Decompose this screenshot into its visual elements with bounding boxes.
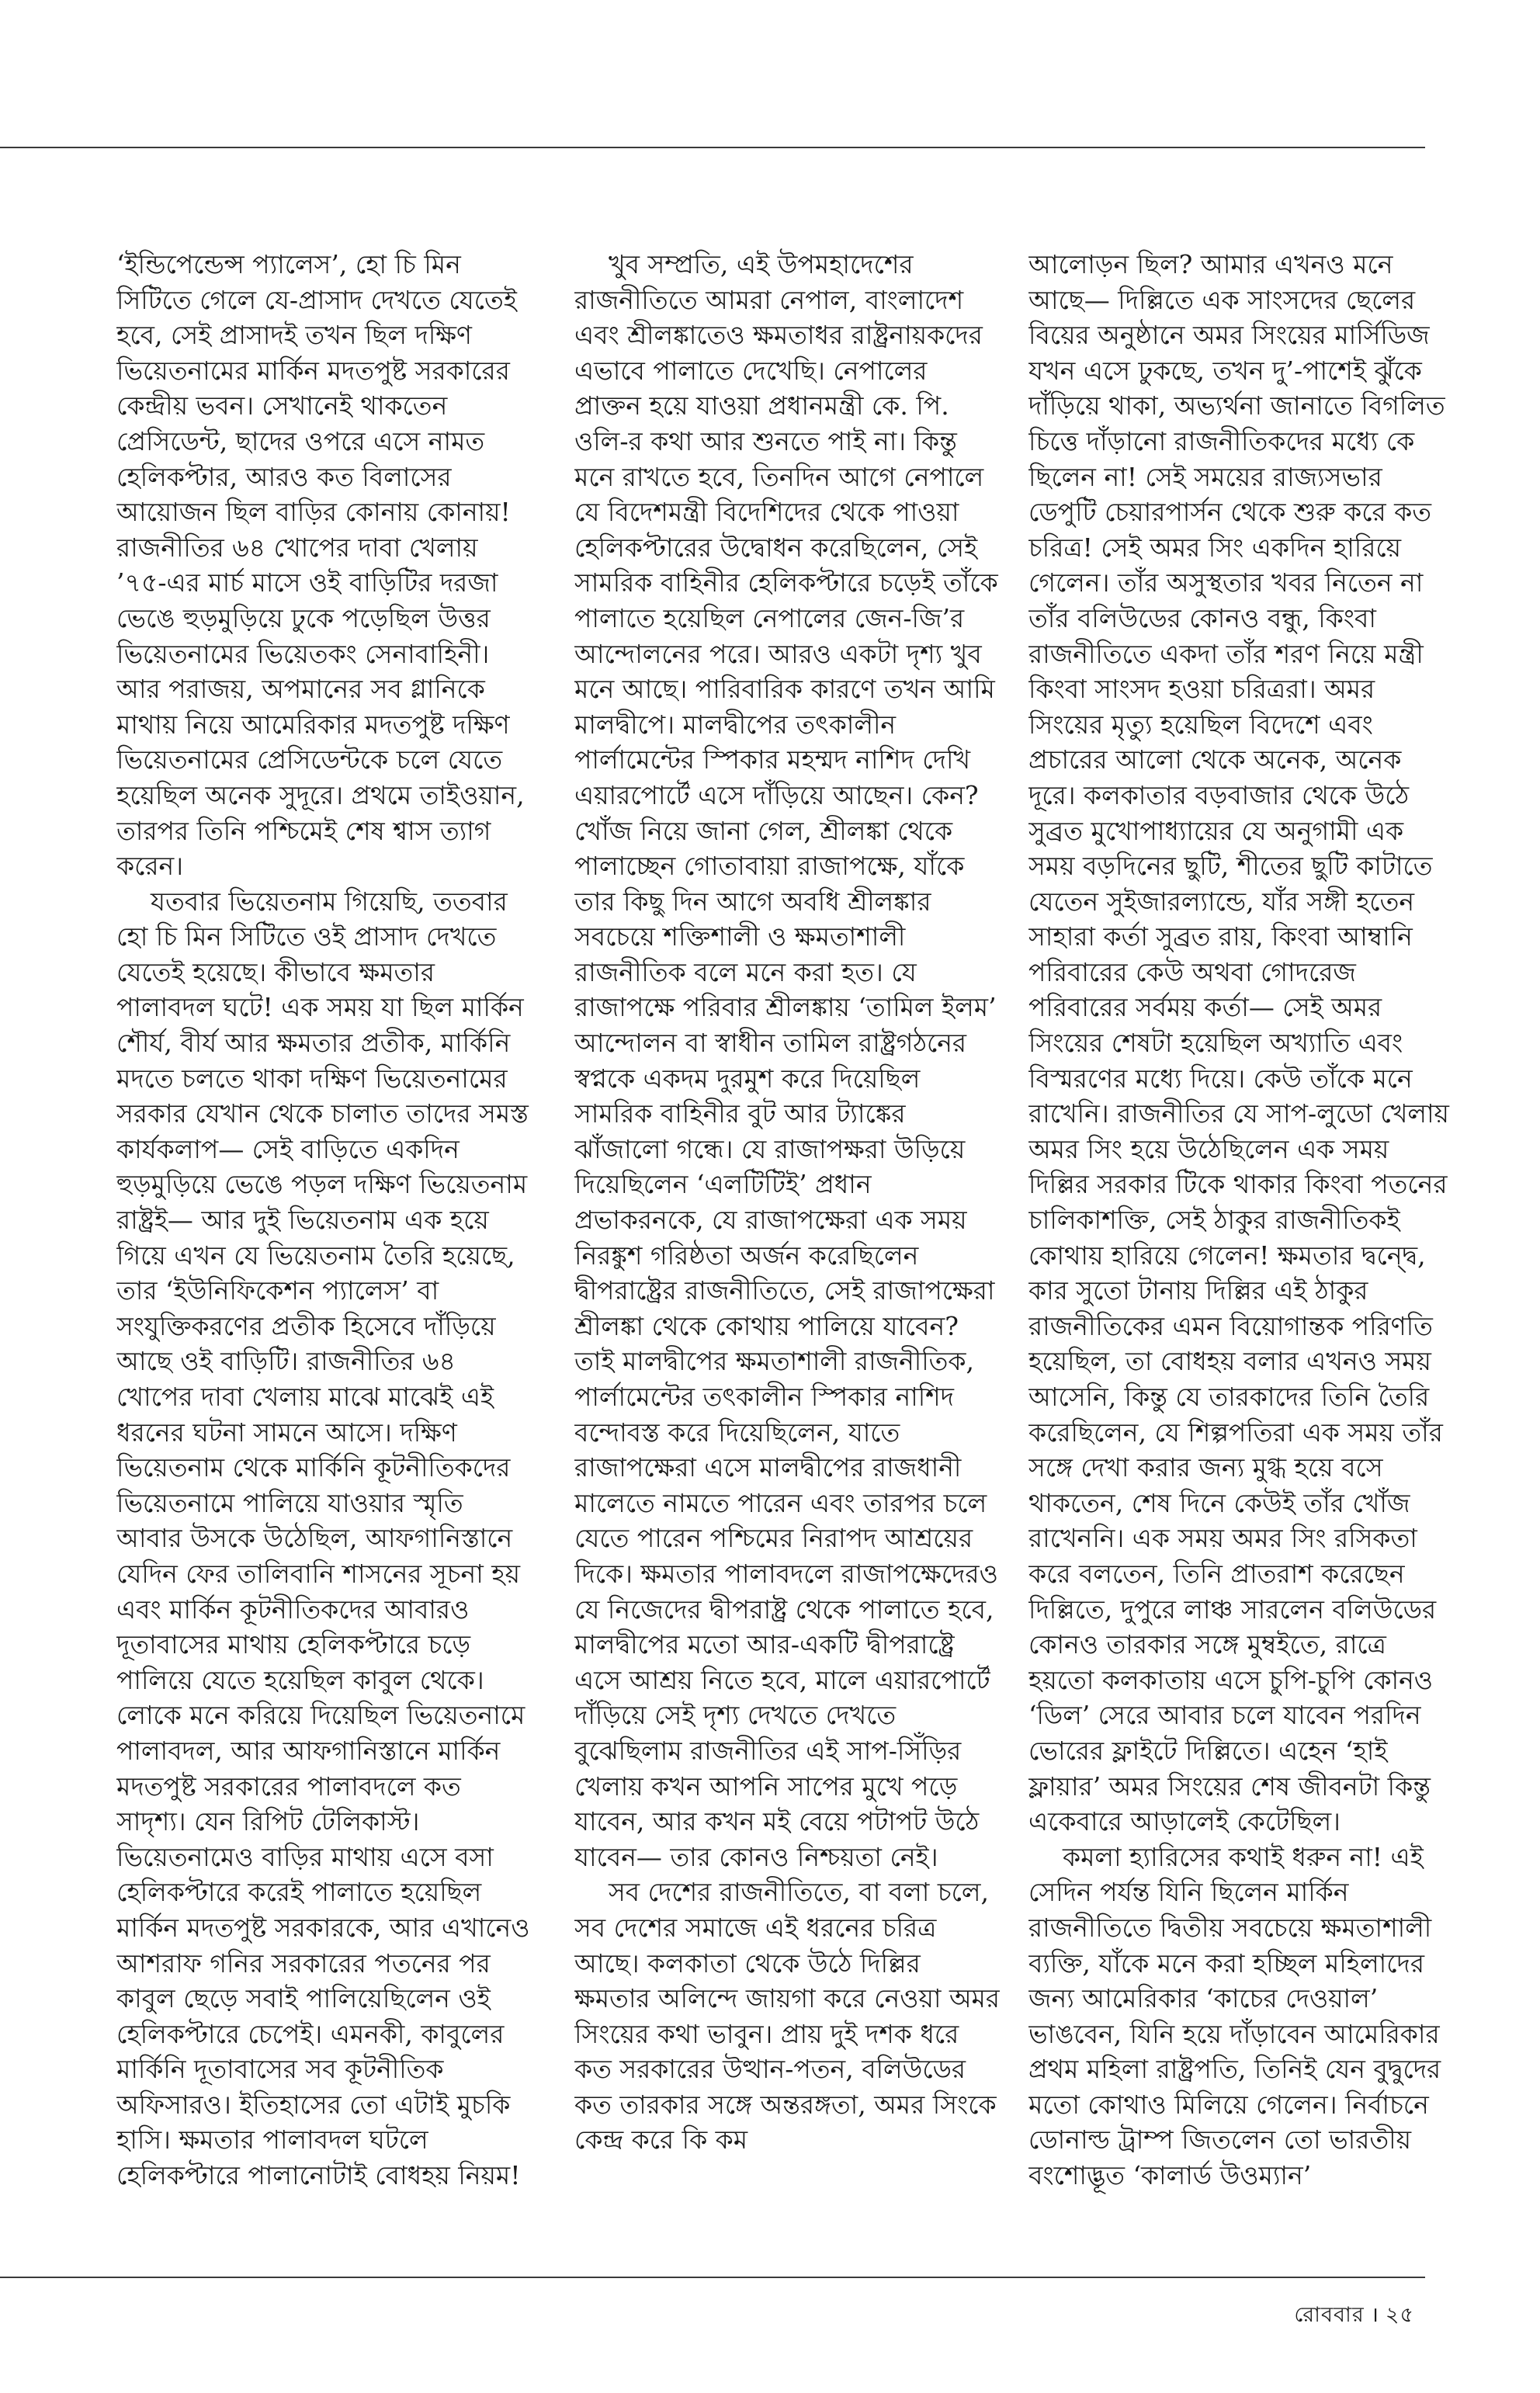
paragraph: খুব সম্প্রতি, এই উপমহাদেশের রাজনীতিতে আমরা নেপাল, বাংলাদেশ এবং শ্রীলঙ্কাতেও ক্ষমতাধর রাষ্ট্রনায়কদের এভাবে পালাতে দেখেছি। নেপালের প্রাক্তন হয়ে যাওয়া প্রধানমন্ত্রী কে. পি. ওলি-র কথা আর শুনতে পাই না। কিন্তু মনে রাখতে হবে, তিনদিন আগে নেপালে যে বিদেশমন্ত্রী বিদেশিদের থেকে পাওয়া হেলিকপ্টারের উদ্বোধন করেছিলেন, সেই সামরিক বাহিনীর হেলিকপ্টারে চড়েই তাঁকে পালাতে হয়েছিল নেপালের জেন-জি’র আন্দোলনের পরে। আরও একটা দৃশ্য খুব মনে আছে। পারিবারিক কারণে তখন আমি মালদ্বীপে। মালদ্বীপের তৎকালীন পার্লামেন্টের স্পিকার মহম্মদ নাশিদ দেখি এয়ারপোর্টে এসে দাঁড়িয়ে আছেন। কেন? খোঁজ নিয়ে জানা গেল, শ্রীলঙ্কা থেকে পালাচ্ছেন গোতাবায়া রাজাপক্ষে, যাঁকে তার কিছু দিন আগে অবধি শ্রীলঙ্কার সবচেয়ে শক্তিশালী ও ক্ষমতাশালী রাজনীতিক বলে মনে করা হত। যে রাজাপক্ষে পরিবার শ্রীলঙ্কায় ‘তামিল ইলম’ আন্দোলন বা স্বাধীন তামিল রাষ্ট্রগঠনের স্বপ্নকে একদম দুরমুশ করে দিয়েছিল সামরিক বাহিনীর বুট আর ট্যাঙ্কের ঝাঁজালো গন্ধে। যে রাজাপক্ষরা উড়িয়ে দিয়েছিলেন ‘এলটিটিই’ প্রধান প্রভাকরনকে, যে রাজাপক্ষেরা এক সময় নিরঙ্কুশ গরিষ্ঠতা অর্জন করেছিলেন দ্বীপরাষ্ট্রের রাজনীতিতে, সেই রাজাপক্ষেরা শ্রীলঙ্কা থেকে কোথায় পালিয়ে যাবেন? তাই মালদ্বীপের ক্ষমতাশালী রাজনীতিক, পার্লামেন্টের তৎকালীন স্পিকার নাশিদ বন্দোবস্ত করে দিয়েছিলেন, যাতে রাজাপক্ষেরা এসে মালদ্বীপের রাজধানী মালেতে নামতে পারেন এবং তারপর চলে যেতে পারেন পশ্চিমের নিরাপদ আশ্রয়ের দিকে। ক্ষমতার পালাবদলে রাজাপক্ষেদেরও যে নিজেদের দ্বীপরাষ্ট্র থেকে পালাতে হবে, মালদ্বীপের মতো আর-একটি দ্বীপরাষ্ট্রে এসে আশ্রয় নিতে হবে, মালে এয়ারপোর্টে দাঁড়িয়ে সেই দৃশ্য দেখতে দেখতে বুঝেছিলাম রাজনীতির এই সাপ-সিঁড়ির খেলায় কখন আপনি সাপের মুখে পড়ে যাবেন, আর কখন মই বেয়ে পটাপট উঠে যাবেন— তার কোনও নিশ্চয়তা নেই।	[574, 249, 998, 1872]
top-rule	[0, 147, 1425, 148]
page-footer	[1294, 2299, 1414, 2334]
magazine-name: রোববার	[1294, 2303, 1365, 2327]
article-column-3	[1028, 247, 1452, 2249]
paragraph: আলোড়ন ছিল? আমার এখনও মনে আছে— দিল্লিতে এক সাংসদের ছেলের বিয়ের অনুষ্ঠানে অমর সিংয়ের মার্সিডিজ যখন এসে ঢুকছে, তখন দু’-পাশেই ঝুঁকে দাঁড়িয়ে থাকা, অভ্যর্থনা জানাতে বিগলিত চিত্তে দাঁড়ানো রাজনীতিকদের মধ্যে কে ছিলেন না! সেই সময়ের রাজ্যসভার ডেপুটি চেয়ারপার্সন থেকে শুরু করে কত চরিত্র! সেই অমর সিং একদিন হারিয়ে গেলেন। তাঁর অসুস্থতার খবর নিতেন না তাঁর বলিউডের কোনও বন্ধু, কিংবা রাজনীতিতে একদা তাঁর শরণ নিয়ে মন্ত্রী কিংবা সাংসদ হওয়া চরিত্ররা। অমর সিংয়ের মৃত্যু হয়েছিল বিদেশে এবং প্রচারের আলো থেকে অনেক, অনেক দূরে। কলকাতার বড়বাজার থেকে উঠে সুব্রত মুখোপাধ্যায়ের যে অনুগামী এক সময় বড়দিনের ছুটি, শীতের ছুটি কাটাতে যেতেন সুইজারল্যান্ডে, যাঁর সঙ্গী হতেন সাহারা কর্তা সুব্রত রায়, কিংবা আম্বানি পরিবারের কেউ অথবা গোদরেজ পরিবারের সর্বময় কর্তা— সেই অমর সিংয়ের শেষটা হয়েছিল অখ্যাতি এবং বিস্মরণের মধ্যে দিয়ে। কেউ তাঁকে মনে রাখেনি। রাজনীতির যে সাপ-লুডো খেলায় অমর সিং হয়ে উঠেছিলেন এক সময় দিল্লির সরকার টিকে থাকার কিংবা পতনের চালিকাশক্তি, সেই ঠাকুর রাজনীতিকই কোথায় হারিয়ে গেলেন! ক্ষমতার দ্বন্দ্বে, কার সুতো টানায় দিল্লির এই ঠাকুর রাজনীতিকের এমন বিয়োগান্তক পরিণতি হয়েছিল, তা বোধহয় বলার এখনও সময় আসেনি, কিন্তু যে তারকাদের তিনি তৈরি করেছিলেন, যে শিল্পপতিরা এক সময় তাঁর সঙ্গে দেখা করার জন্য মুগ্ধ হয়ে বসে থাকতেন, শেষ দিনে কেউই তাঁর খোঁজ রাখেননি। এক সময় অমর সিং রসিকতা করে বলতেন, তিনি প্রাতরাশ করেছেন দিল্লিতে, দুপুরে লাঞ্চ সারলেন বলিউডের কোনও তারকার সঙ্গে মুম্বইতে, রাত্রে হয়তো কলকাতায় এসে চুপি-চুপি কোনও ‘ডিল’ সেরে আবার চলে যাবেন পরদিন ভোরের ফ্লাইটে দিল্লিতে। এহেন ‘হাই ফ্লায়ার’ অমর সিংয়ের শেষ জীবনটা কিন্তু একেবারে আড়ালেই কেটেছিল।	[1028, 249, 1449, 1837]
article-column-2	[574, 247, 1000, 2249]
paragraph: যতবার ভিয়েতনাম গিয়েছি, ততবার হো চি মিন সিটিতে ওই প্রাসাদ দেখতে যেতেই হয়েছে। কীভাবে ক্ষমতার পালাবদল ঘটে! এক সময় যা ছিল মার্কিন শৌর্য, বীর্য আর ক্ষমতার প্রতীক, মার্কিনি মদতে চলতে থাকা দক্ষিণ ভিয়েতনামের সরকার যেখান থেকে চালাত তাদের সমস্ত কার্যকলাপ— সেই বাড়িতে একদিন হুড়মুড়িয়ে ভেঙে পড়ল দক্ষিণ ভিয়েতনাম রাষ্ট্রই— আর দুই ভিয়েতনাম এক হয়ে গিয়ে এখন যে ভিয়েতনাম তৈরি হয়েছে, তার ‘ইউনিফিকেশন প্যালেস’ বা সংযুক্তিকরণের প্রতীক হিসেবে দাঁড়িয়ে আছে ওই বাড়িটি। রাজনীতির ৬৪ খোপের দাবা খেলায় মাঝে মাঝেই এই ধরনের ঘটনা সামনে আসে। দক্ষিণ ভিয়েতনাম থেকে মার্কিনি কূটনীতিকদের ভিয়েতনামে পালিয়ে যাওয়ার স্মৃতি আবার উসকে উঠেছিল, আফগানিস্তানে যেদিন ফের তালিবানি শাসনের সূচনা হয় এবং মার্কিন কূটনীতিকদের আবারও দূতাবাসের মাথায় হেলিকপ্টারে চড়ে পালিয়ে যেতে হয়েছিল কাবুল থেকে। লোকে মনে করিয়ে দিয়েছিল ভিয়েতনামে পালাবদল, আর আফগানিস্তানে মার্কিন মদতপুষ্ট সরকারের পালাবদলে কত সাদৃশ্য। যেন রিপিট টেলিকাস্ট। ভিয়েতনামেও বাড়ির মাথায় এসে বসা হেলিকপ্টারে করেই পালাতে হয়েছিল মার্কিন মদতপুষ্ট সরকারকে, আর এখানেও আশরাফ গনির সরকারের পতনের পর কাবুল ছেড়ে সবাই পালিয়েছিলেন ওই হেলিকপ্টারে চেপেই। এমনকী, কাবুলের মার্কিনি দূতাবাসের সব কূটনীতিক অফিসারও। ইতিহাসের তো এটাই মুচকি হাসি। ক্ষমতার পালাবদল ঘটলে হেলিকপ্টারে পালানোটাই বোধহয় নিয়ম!	[116, 886, 530, 2191]
paragraph: সব দেশের রাজনীতিতে, বা বলা চলে, সব দেশের সমাজে এই ধরনের চরিত্র আছে। কলকাতা থেকে উঠে দিল্লির ক্ষমতার অলিন্দে জায়গা করে নেওয়া অমর সিংয়ের কথা ভাবুন। প্রায় দুই দশক ধরে কত সরকারের উত্থান-পতন, বলিউডের কত তারকার সঙ্গে অন্তরঙ্গতা, অমর সিংকে কেন্দ্র করে কি কম	[574, 1877, 1000, 2155]
footer-separator: ।	[1370, 2303, 1379, 2327]
article-column-1	[116, 247, 534, 2249]
article-body	[0, 247, 1540, 2249]
paragraph: ‘ইন্ডিপেন্ডেন্স প্যালেস’, হো চি মিন সিটিতে গেলে যে-প্রাসাদ দেখতে যেতেই হবে, সেই প্রাসাদই তখন ছিল দক্ষিণ ভিয়েতনামের মার্কিন মদতপুষ্ট সরকারের কেন্দ্রীয় ভবন। সেখানেই থাকতেন প্রেসিডেন্ট, ছাদের ওপরে এসে নামত হেলিকপ্টার, আরও কত বিলাসের আয়োজন ছিল বাড়ির কোনায় কোনায়! রাজনীতির ৬৪ খোপের দাবা খেলায় ’৭৫-এর মার্চ মাসে ওই বাড়িটির দরজা ভেঙে হুড়মুড়িয়ে ঢুকে পড়েছিল উত্তর ভিয়েতনামের ভিয়েতকং সেনাবাহিনী। আর পরাজয়, অপমানের সব গ্লানিকে মাথায় নিয়ে আমেরিকার মদতপুষ্ট দক্ষিণ ভিয়েতনামের প্রেসিডেন্টকে চলে যেতে হয়েছিল অনেক সুদূরে। প্রথমে তাইওয়ান, তারপর তিনি পশ্চিমেই শেষ শ্বাস ত্যাগ করেন।	[116, 249, 525, 882]
paragraph: কমলা হ্যারিসের কথাই ধরুন না! এই সেদিন পর্যন্ত যিনি ছিলেন মার্কিন রাজনীতিতে দ্বিতীয় সবচেয়ে ক্ষমতাশালী ব্যক্তি, যাঁকে মনে করা হচ্ছিল মহিলাদের জন্য আমেরিকার ‘কাচের দেওয়াল’ ভাঙবেন, যিনি হয়ে দাঁড়াবেন আমেরিকার প্রথম মহিলা রাষ্ট্রপতি, তিনিই যেন বুদ্বুদের মতো কোথাও মিলিয়ে গেলেন। নির্বাচনে ডোনাল্ড ট্রাম্প জিতলেন তো ভারতীয় বংশোদ্ভূত ‘কালার্ড উওম্যান’	[1028, 1841, 1441, 2191]
bottom-rule	[0, 2277, 1425, 2278]
page-number: ২৫	[1385, 2303, 1414, 2327]
